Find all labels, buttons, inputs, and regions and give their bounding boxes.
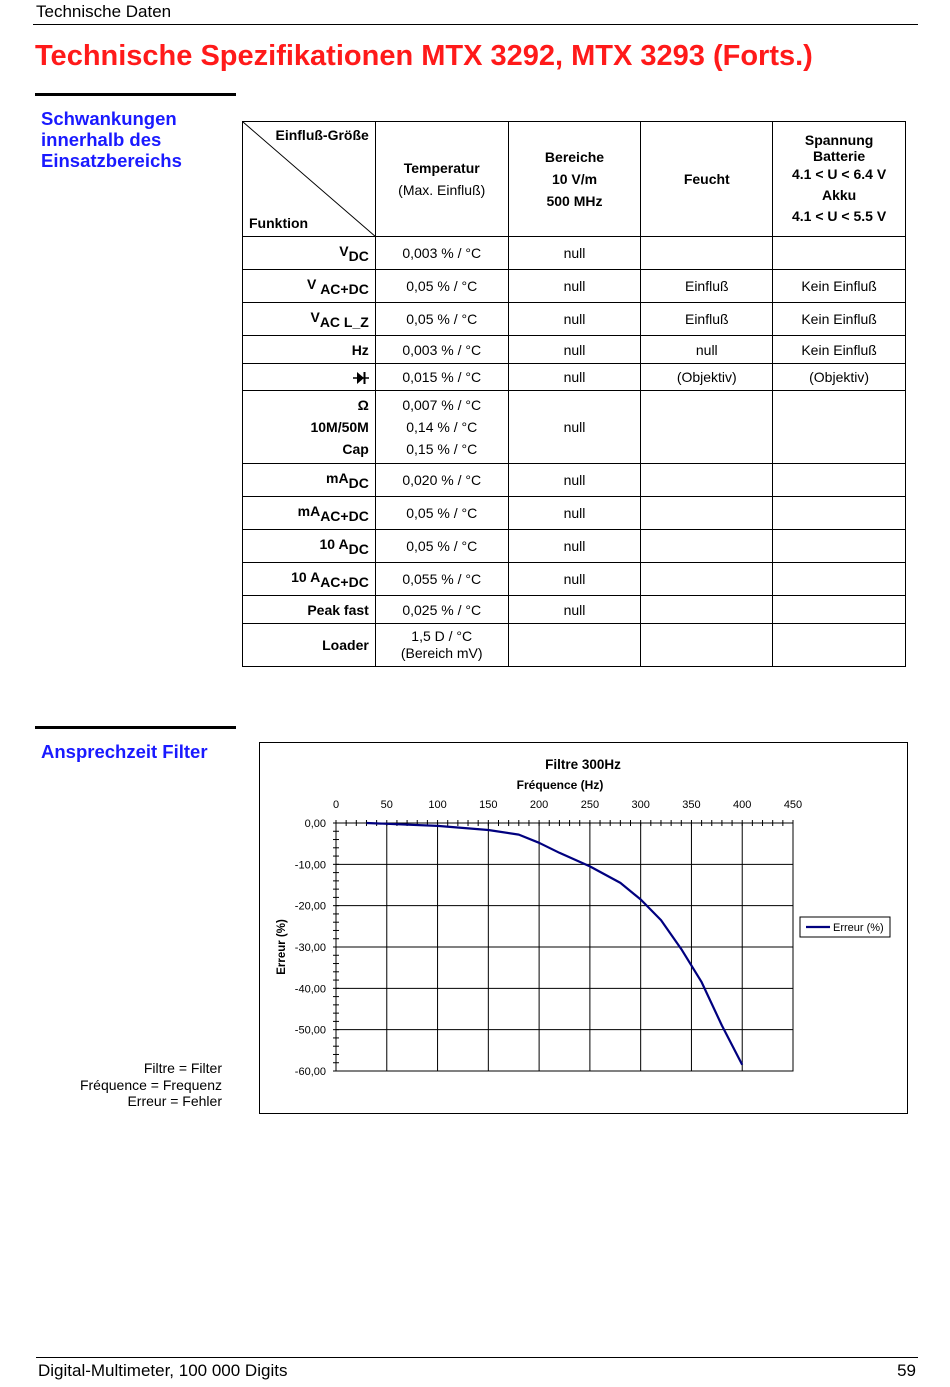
temp-cell: 0,025 % / °C xyxy=(375,596,508,624)
function-cell: Peak fast xyxy=(243,596,376,624)
function-cell: $V_{AC L\_Z}$ xyxy=(243,303,376,336)
temp-cell: 0,055 % / °C xyxy=(375,563,508,596)
table-row xyxy=(243,364,906,391)
temp-line: 0,14 % / °C xyxy=(406,419,478,435)
y-tick-label: -10,00 xyxy=(294,859,326,872)
table-row xyxy=(243,596,906,624)
chart-title: Filtre 300Hz xyxy=(545,757,621,772)
x-tick-label: 50 xyxy=(380,799,393,811)
volt-cell: (Objektiv) xyxy=(773,364,906,391)
footer-title: Digital-Multimeter, 100 000 Digits xyxy=(38,1361,288,1380)
filter-chart-frame xyxy=(259,742,908,1114)
footer-rule xyxy=(36,1357,918,1358)
humid-cell: null xyxy=(641,336,773,364)
col-header-line: Temperatur xyxy=(403,160,480,176)
temp-line: (Bereich mV) xyxy=(400,645,483,661)
temp-line: 1,5 D / °C xyxy=(411,628,473,644)
temp-line: 0,007 % / °C xyxy=(402,397,482,413)
corner-header-cell xyxy=(243,122,376,237)
table-row xyxy=(243,270,906,303)
range-cell: null xyxy=(508,596,641,624)
table-row xyxy=(243,497,906,530)
filter-chart xyxy=(260,743,907,1113)
volt-cell xyxy=(773,391,906,464)
x-axis-label: Fréquence (Hz) xyxy=(516,778,604,792)
humid-cell xyxy=(641,391,773,464)
y-tick-label: -60,00 xyxy=(294,1066,326,1078)
humid-cell xyxy=(641,464,773,497)
col-header-line: Bereiche xyxy=(544,149,605,165)
corner-bottom-label: Funktion xyxy=(249,215,309,231)
glossary-line: Erreur = Fehler xyxy=(127,1093,222,1109)
x-tick-label: 200 xyxy=(529,799,549,811)
range-cell: null xyxy=(508,497,641,530)
col-header-line: Batterie xyxy=(813,147,866,164)
volt-cell xyxy=(773,497,906,530)
y-tick-label: -20,00 xyxy=(294,900,326,913)
running-header: Technische Daten xyxy=(36,2,172,21)
heading-line: innerhalb des xyxy=(41,129,162,150)
glossary xyxy=(35,1060,222,1110)
temp-cell xyxy=(375,391,508,464)
function-cell: $mA_{AC+DC}$ xyxy=(243,497,376,530)
range-cell: null xyxy=(508,464,641,497)
range-cell: null xyxy=(508,563,641,596)
humid-cell xyxy=(641,596,773,624)
section-heading-filter: Ansprechzeit Filter xyxy=(41,741,208,762)
page-title: Technische Spezifikationen MTX 3292, MTX 3293 (Forts.) xyxy=(35,40,813,72)
col-header-range xyxy=(508,122,641,237)
function-cell: V $_{AC+DC}$ xyxy=(243,270,376,303)
glossary-line: Fréquence = Frequenz xyxy=(79,1076,222,1093)
table-row xyxy=(243,624,906,667)
col-header-voltage xyxy=(773,122,906,237)
table-row xyxy=(243,530,906,563)
x-tick-label: 400 xyxy=(733,799,752,811)
function-line: 10M/50M xyxy=(310,419,369,435)
range-cell: null xyxy=(508,237,641,270)
temp-cell xyxy=(375,624,508,667)
table-row xyxy=(243,237,906,270)
section-rule-2 xyxy=(35,726,236,729)
x-tick-label: 250 xyxy=(580,799,600,811)
function-cell: $mA_{DC}$ xyxy=(243,464,376,497)
humid-cell xyxy=(641,237,773,270)
x-tick-label: 450 xyxy=(783,799,803,811)
table-row xyxy=(243,303,906,336)
humid-cell: Einfluß xyxy=(641,303,773,336)
range-cell: null xyxy=(508,530,641,563)
header-rule xyxy=(33,24,918,25)
col-header-line: 4.1 < U < 6.4 V xyxy=(791,165,887,182)
table-row xyxy=(243,464,906,497)
x-tick-label: 350 xyxy=(682,799,701,811)
function-cell: Loader xyxy=(243,624,376,667)
volt-cell xyxy=(773,563,906,596)
page-number: 59 xyxy=(897,1361,916,1380)
volt-cell xyxy=(773,530,906,563)
heading-line: Schwankungen xyxy=(41,108,177,129)
range-cell xyxy=(508,624,641,667)
humid-cell xyxy=(641,563,773,596)
range-cell: null xyxy=(508,270,641,303)
function-cell xyxy=(243,391,376,464)
temp-line: 0,15 % / °C xyxy=(406,441,478,457)
function-line: Cap xyxy=(342,441,369,457)
volt-cell: Kein Einfluß xyxy=(773,336,906,364)
volt-cell: Kein Einfluß xyxy=(773,303,906,336)
y-tick-label: -40,00 xyxy=(294,983,326,996)
table-header-row xyxy=(243,122,906,237)
col-header-line: 500 MHz xyxy=(546,193,603,209)
section-rule-1 xyxy=(35,93,236,96)
volt-cell xyxy=(773,237,906,270)
range-cell: null xyxy=(508,303,641,336)
col-header-temperature xyxy=(375,122,508,237)
temp-cell: 0,003 % / °C xyxy=(375,336,508,364)
function-cell: Hz xyxy=(243,336,376,364)
function-cell: 10 $A_{DC}$ xyxy=(243,530,376,563)
function-line: Ω xyxy=(357,397,369,413)
function-cell: 10 $A_{AC+DC}$ xyxy=(243,563,376,596)
function-cell: $V_{DC}$ xyxy=(243,237,376,270)
corner-top-label: Einfluß-Größe xyxy=(275,127,369,143)
heading-line: Einsatzbereichs xyxy=(41,150,182,171)
range-cell: null xyxy=(508,364,641,391)
volt-cell xyxy=(773,624,906,667)
temp-cell: 0,020 % / °C xyxy=(375,464,508,497)
temp-cell: 0,05 % / °C xyxy=(375,497,508,530)
humid-cell: Einfluß xyxy=(641,270,773,303)
range-cell: null xyxy=(508,336,641,364)
volt-cell xyxy=(773,596,906,624)
humid-cell: (Objektiv) xyxy=(641,364,773,391)
col-header-line: 4.1 < U < 5.5 V xyxy=(791,207,887,224)
x-tick-label: 300 xyxy=(631,799,650,811)
temp-cell: 0,015 % / °C xyxy=(375,364,508,391)
diode-icon xyxy=(353,371,369,385)
volt-cell xyxy=(773,464,906,497)
col-header-line: (Max. Einfluß) xyxy=(398,182,486,198)
x-tick-label: 150 xyxy=(479,799,498,811)
col-header-line: Akku xyxy=(821,186,857,203)
legend-label: Erreur (%) xyxy=(833,922,884,934)
col-header-humidity: Feucht xyxy=(641,122,773,237)
section-heading-fluctuations xyxy=(41,108,182,171)
influence-table xyxy=(242,121,906,667)
range-cell: null xyxy=(508,391,641,464)
table-row xyxy=(243,336,906,364)
col-header-line: 10 V/m xyxy=(551,171,598,187)
table-row xyxy=(243,391,906,464)
glossary-line: Filtre = Filter xyxy=(143,1060,222,1076)
temp-cell: 0,003 % / °C xyxy=(375,237,508,270)
temp-cell: 0,05 % / °C xyxy=(375,270,508,303)
x-tick-label: 0 xyxy=(332,799,340,811)
humid-cell xyxy=(641,497,773,530)
humid-cell xyxy=(641,624,773,667)
temp-cell: 0,05 % / °C xyxy=(375,303,508,336)
y-tick-label: -50,00 xyxy=(294,1024,326,1037)
table-row xyxy=(243,563,906,596)
y-axis-label: Erreur (%) xyxy=(276,919,288,975)
humid-cell xyxy=(641,530,773,563)
temp-cell: 0,05 % / °C xyxy=(375,530,508,563)
volt-cell: Kein Einfluß xyxy=(773,270,906,303)
x-tick-label: 100 xyxy=(428,799,447,811)
function-cell xyxy=(243,364,376,391)
y-tick-label: 0,00 xyxy=(304,818,326,830)
col-header-line: Spannung xyxy=(804,131,874,148)
y-tick-label: -30,00 xyxy=(294,942,326,954)
